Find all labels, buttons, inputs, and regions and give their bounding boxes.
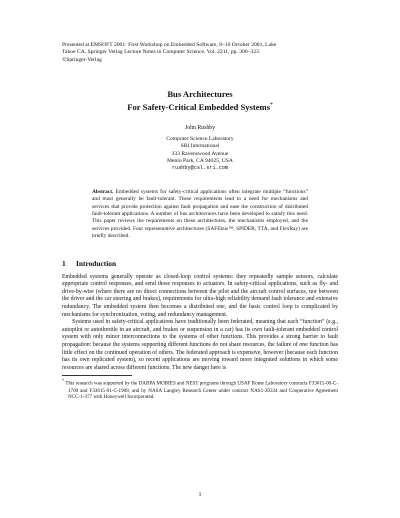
abstract-text: Embedded systems for safety-critical applications often integrate multiple “functions” and must generally be fault-tolerant. These requirements lead to a need for mechanisms and services that provide protection against fault propagation and ease the construction of distributed fault-tolerant applications. A number of bus architectures have been developed to satisfy this need. This paper reviews the requirements on these architectures, the mechanisms employed, and the services provided. Four representative architectures (SAFEbus™, SPIDER, TTA, and FlexRay) are briefly described. (92, 188, 308, 240)
footnote-text: This research was supported by the DARPA MOBIES and NEST programs through USAF Rome Laboratory contracts F33615-00-C-1700 and F33615-01-C-1908, and by NASA Langley Research Center under contract NAS1-20334 and Cooperative Agreement NCC-1-377 with Honeywell Incorporated. (65, 381, 338, 401)
affiliation-line: 333 Ravenswood Avenue (171, 150, 229, 157)
publication-note-line: Tahoe CA. Springer Verlag Lecture Notes in Computer Science, Vol. 2211, pp. 306–323. (62, 49, 261, 56)
author-name: John Rushby (184, 124, 216, 131)
page-number: 1 (198, 492, 202, 498)
publication-note-line: Presented at EMSOFT 2001: First Workshop on Embedded Software, 8–10 October 2001, Lake (62, 42, 277, 48)
title-line: Bus Architectures (167, 88, 233, 99)
affiliation-line: Computer Science Laboratory (166, 135, 234, 142)
section-heading (62, 259, 338, 268)
affiliation-line: SRI International (180, 143, 220, 150)
author-email: rushby@csl.sri.com (171, 165, 229, 172)
body-paragraph: Embedded systems generally operate as closed-loop control systems: they repeatedly sample sensors, calculate appropriate control responses, and send those responses to actuators. In safety-critical applications, such as fly- and drive-by-wire (where there are no direct connections between the pilot and the aircraft control surfaces, nor between the driver and the car steering and brakes), requirements for ultra-high reliability demand fault tolerance and extensive redundancy. The embedded system then becomes a distributed one, and the basic control loop is complicated by mechanisms for synchronization, voting, and redundancy management. (62, 273, 338, 318)
section-number: 1 (62, 258, 66, 268)
title-line (62, 100, 338, 113)
affiliation (62, 136, 338, 173)
title-text: For Safety-Critical Embedded Systems (127, 101, 271, 112)
paper-title (62, 89, 338, 113)
abstract-label: Abstract. (92, 188, 114, 195)
affiliation-line: Menlo Park, CA 94025, USA (167, 157, 233, 164)
abstract (92, 189, 308, 241)
body-paragraph: Systems used in safety-critical applications have traditionally been federated, meaning that each “function” (e.g., autopilot or autothrottle in an aircraft, and brakes or suspension in a car) has its own fault-tolerant embedded control system with only minor interconnections to the systems of other functions. This provides a strong barrier to fault propagation: because the systems supporting different functions do not share resources, the failure of one function has little effect on the continued operation of others. The federated approach is expensive, however (because each function has its own replicated system), so recent applications are moving toward more integrated solutions in which some resources are shared across different functions. The new danger here is (62, 319, 338, 371)
title-footnote-marker: * (270, 101, 273, 108)
copyright-line: ©Springer-Verlag (62, 56, 102, 63)
section-title: Introduction (76, 258, 117, 268)
footnote (62, 378, 338, 400)
footnote-rule (62, 375, 132, 376)
publication-note (62, 42, 338, 64)
footnote-marker: * (62, 378, 65, 384)
